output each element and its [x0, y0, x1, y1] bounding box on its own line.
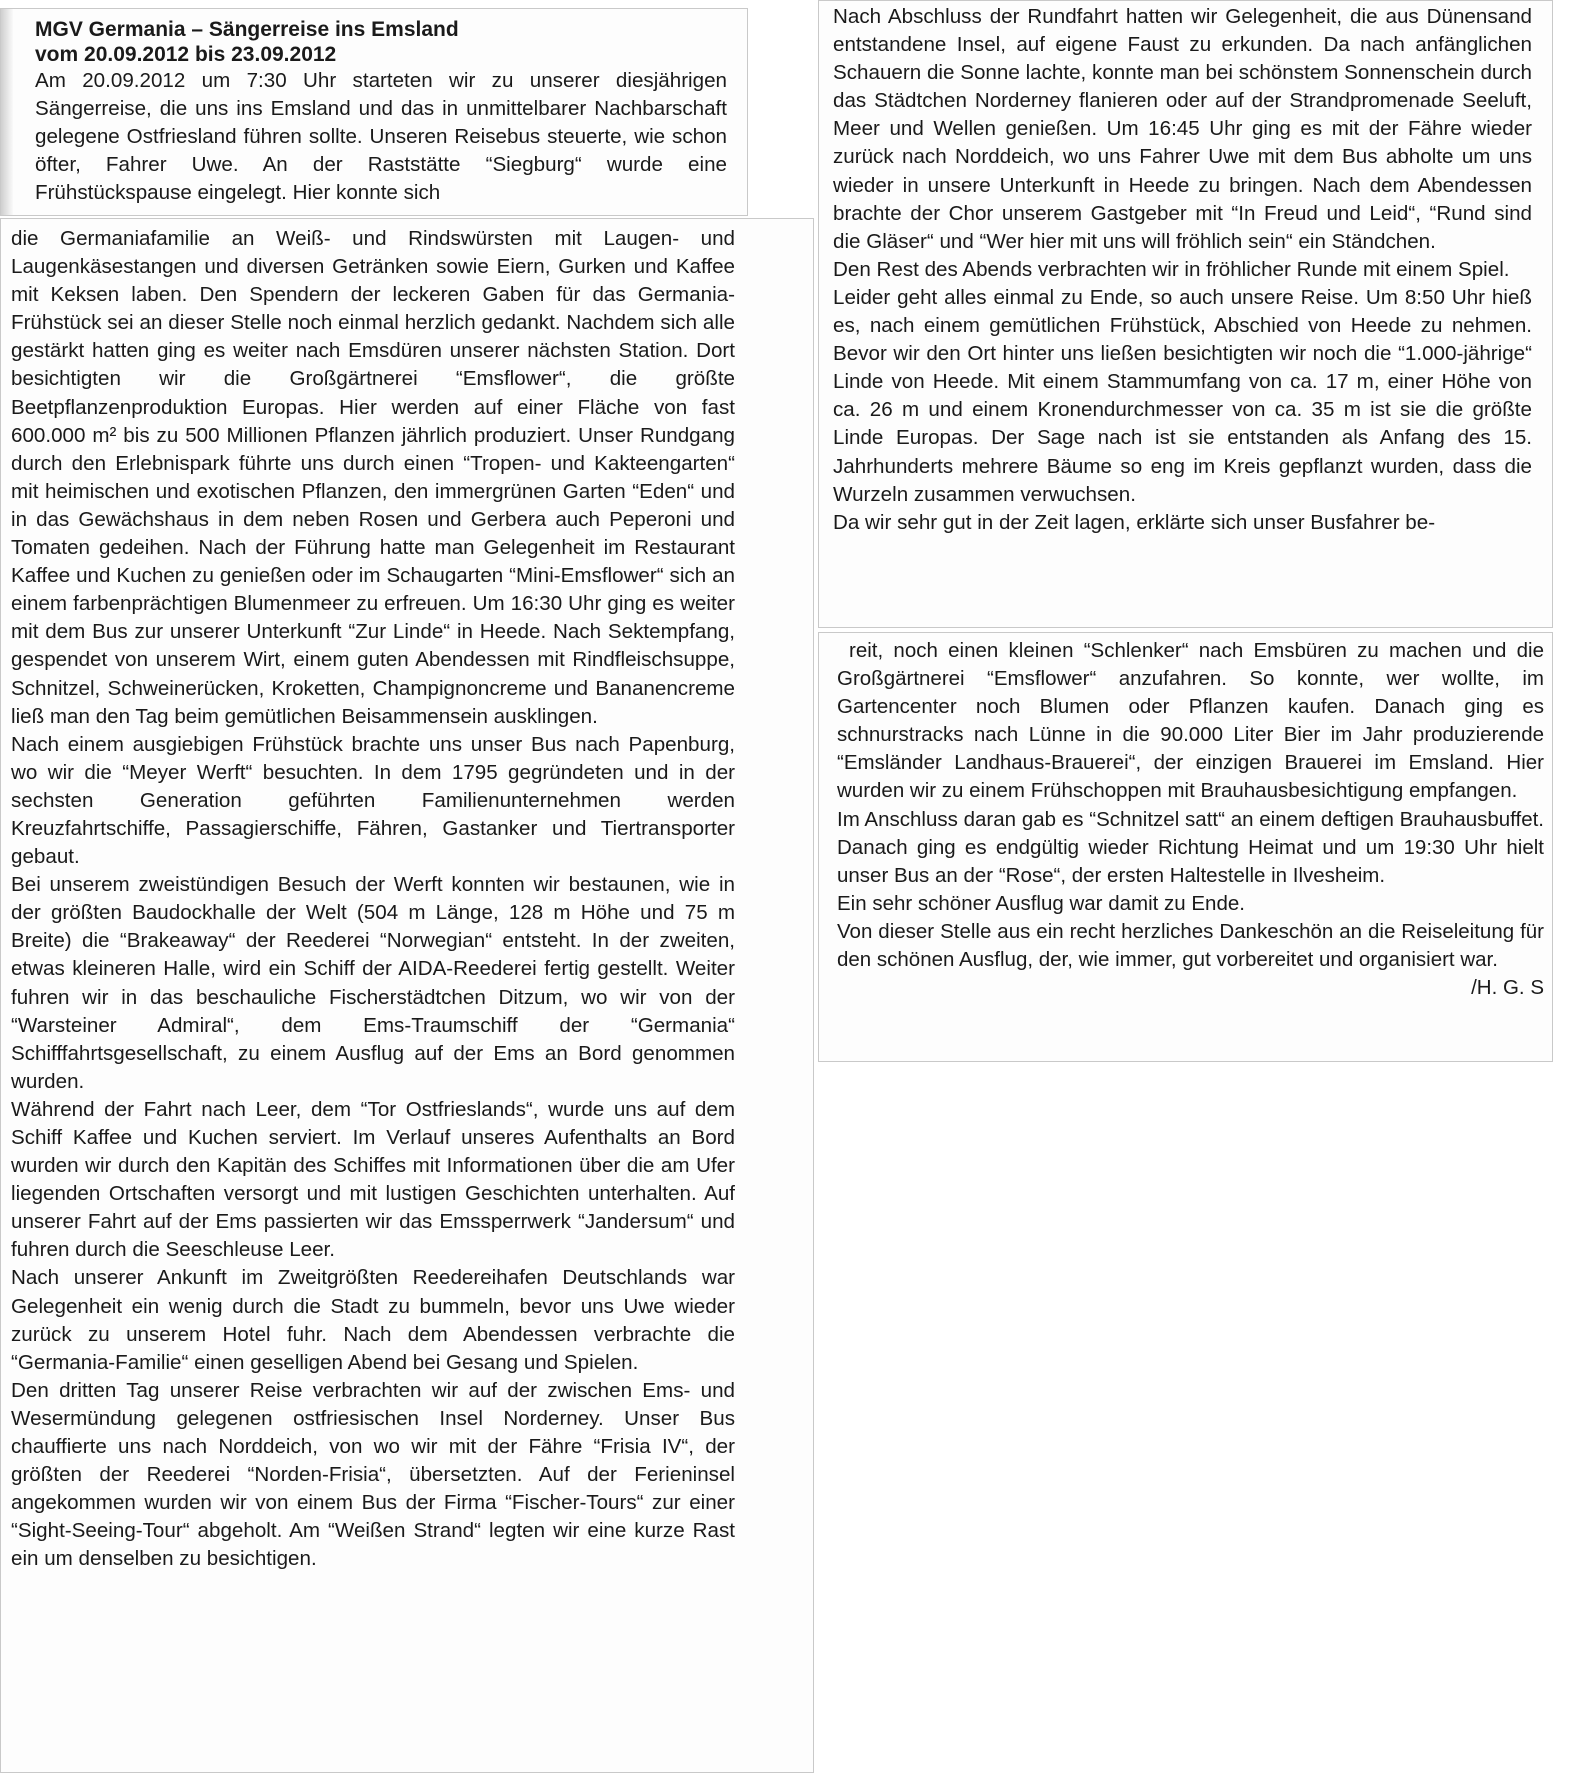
article-date-range: vom 20.09.2012 bis 23.09.2012 — [35, 43, 337, 66]
author-signature: /H. G. S — [1471, 976, 1544, 1000]
clip3-paragraph-2: Den Rest des Abends verbrachten wir in fröhlicher Runde mit einem Spiel. — [833, 257, 1510, 281]
clip2-paragraph-2: Nach einem ausgiebigen Frühstück brachte uns unser Bus nach Papenburg, wo wir die “Meyer Werft“ besuchten. In dem 1795 gegründeten und in der sechsten Generation geführten Familienunternehmen werden Kreuzfahrtschiffe, Passagierschiffe, Fähren, Gastanker und Tiertransporter gebaut. — [11, 732, 735, 869]
clip2-paragraph-4: Während der Fahrt nach Leer, dem “Tor Ostfrieslands“, wurde uns auf dem Schiff Kaffee und Kuchen serviert. Im Verlauf unseres Aufenthalts an Bord wurden wir durch den Kapitän des Schiffes mit Informationen über die am Ufer liegenden Ortschaften versorgt und mit lustigen Geschichten unterhalten. Auf unserer Fahrt auf der Ems passierten wir das Emssperrwerk “Jandersum“ und fuhren durch die Seeschleuse Leer. — [11, 1097, 735, 1262]
clip1-paragraph: Am 20.09.2012 um 7:30 Uhr starteten wir zu unserer diesjährigen Sängerreise, die uns ins Emsland und das in unmittelbarer Nachbarschaft gelegene Ostfriesland führen sollte. Unseren Reisebus steuerte, wie schon öfter, Fahrer Uwe. An der Raststätte “Siegburg“ wurde eine Frühstückspause eingelegt. Hier konnte sich — [35, 69, 727, 205]
clipping-2 — [0, 218, 814, 1773]
clip2-paragraph-5: Nach unserer Ankunft im Zweitgrößten Reedereihafen Deutschlands war Gelegenheit ein wenig durch die Stadt zu bummeln, bevor uns Uwe wieder zurück zu unserem Hotel fuhr. Nach dem Abendessen verbrachte die “Germania-Familie“ einen geselligen Abend bei Gesang und Spielen. — [11, 1266, 735, 1374]
clipping-3 — [818, 0, 1553, 628]
clip3-paragraph-4: Da wir sehr gut in der Zeit lagen, erklärte sich unser Busfahrer be- — [833, 510, 1436, 534]
clip4-paragraph-3: Ein sehr schöner Ausflug war damit zu Ende. — [837, 891, 1245, 915]
clip3-paragraph-3: Leider geht alles einmal zu Ende, so auch unsere Reise. Um 8:50 Uhr hieß es, nach einem gemütlichen Frühstück, Abschied von Heede zu nehmen. Bevor wir den Ort hinter uns ließen besichtigten wir noch die “1.000-jährige“ Linde von Heede. Mit einem Stammumfang von ca. 17 m, einer Höhe von ca. 26 m und einem Kronendurchmesser von ca. 35 m ist sie die größte Linde Europas. Der Sage nach ist sie entstanden als Anfang des 15. Jahrhunderts mehrere Bäume so eng im Kreis gepflanzt wurden, dass die Wurzeln zusammen verwuchsen. — [833, 285, 1532, 506]
clip4-paragraph-1: reit, noch einen kleinen “Schlenker“ nach Emsbüren zu machen und die Großgärtnerei “Emsflower“ anzufahren. So konnte, wer wollte, im Gartencenter noch Blumen oder Pflanzen kaufen. Danach ging es schnurstracks nach Lünne in die 90.000 Liter Bier im Jahr produzierende “Emsländer Landhaus-Brauerei“, der einzigen Brauerei im Emsland. Hier wurden wir zu einem Frühschoppen mit Brauhausbesichtigung empfangen. — [837, 639, 1544, 803]
article-title: MGV Germania – Sängerreise ins Emsland — [35, 18, 459, 41]
clip4-paragraph-4: Von dieser Stelle aus ein recht herzliches Dankeschön an die Reiseleitung für den schönen Ausflug, der, wie immer, gut vorbereitet und organisiert war. — [837, 919, 1544, 972]
clip2-paragraph-1: die Germaniafamilie an Weiß- und Rindswürsten mit Laugen- und Laugenkäsestangen und diversen Getränken sowie Eiern, Gurken und Kaffee mit Keksen laben. Den Spendern der leckeren Gaben für das Germania-Frühstück sei an dieser Stelle noch einmal herzlich gedankt. Nachdem sich alle gestärkt hatten ging es weiter nach Emsdüren unserer nächsten Station. Dort besichtigten wir die Großgärtnerei “Emsflower“, die größte Beetpflanzenproduktion Europas. Hier werden auf einer Fläche von fast 600.000 m² bis zu 500 Millionen Pflanzen jährlich produziert. Unser Rundgang durch den Erlebnispark führte uns durch einen “Tropen- und Kakteengarten“ mit heimischen und exotischen Pflanzen, den immergrünen Garten “Eden“ und in das Gewächshaus in dem neben Rosen und Gerbera auch Peperoni und Tomaten gedeihen. Nach der Führung hatte man Gelegenheit im Restaurant Kaffee und Kuchen zu genießen oder im Schaugarten “Mini-Emsflower“ sich an einem farbenprächtigen Blumenmeer zu erfreuen. Um 16:30 Uhr ging es weiter mit dem Bus zur unserer Unterkunft “Zur Linde“ in Heede. Nach Sektempfang, gespendet von unserem Wirt, einem guten Abendessen mit Rindfleischsuppe, Schnitzel, Schweinerücken, Kroketten, Champignoncreme und Bananencreme ließ man den Tag beim gemütlichen Beisammensein ausklingen. — [11, 227, 735, 728]
clip3-paragraph-1: Nach Abschluss der Rundfahrt hatten wir Gelegenheit, die aus Dünensand entstandene Insel, auf eigene Faust zu erkunden. Da nach anfänglichen Schauern die Sonne lachte, konnte man bei schönstem Sonnenschein durch das Städtchen Norderney flanieren oder auf der Strandpromenade Seeluft, Meer und Wellen genießen. Um 16:45 Uhr ging es mit der Fähre wieder zurück nach Norddeich, wo uns Fahrer Uwe mit dem Bus abholte um uns wieder in unsere Unterkunft in Heede zu bringen. Nach dem Abendessen brachte der Chor unserem Gastgeber mit “In Freud und Leid“, “Rund sind die Gläser“ und “Wer hier mit uns will fröhlich sein“ ein Ständchen. — [833, 5, 1532, 253]
clipping-4 — [818, 632, 1553, 1062]
clip2-paragraph-3: Bei unserem zweistündigen Besuch der Werft konnten wir bestaunen, wie in der größten Baudockhalle der Welt (504 m Länge, 128 m Höhe und 75 m Breite) die “Brakeaway“ der Reederei “Norwegian“ entsteht. In der zweiten, etwas kleineren Halle, wird ein Schiff der AIDA-Reederei fertig gestellt. Weiter fuhren wir in das beschauliche Fischerstädtchen Ditzum, wo wir von der “Warsteiner Admiral“, dem Ems-Traumschiff der “Germania“ Schifffahrtsgesellschaft, zu einem Ausflug auf der Ems an Bord genommen wurden. — [11, 873, 735, 1093]
scan-edge — [1, 9, 13, 215]
clip4-paragraph-2: Im Anschluss daran gab es “Schnitzel satt“ an einem deftigen Brauhausbuffet. Danach ging es endgültig wieder Richtung Heimat und um 19:30 Uhr hielt unser Bus an der “Rose“, der ersten Haltestelle in Ilvesheim. — [837, 807, 1544, 887]
clipping-1 — [0, 8, 748, 216]
clip2-paragraph-6: Den dritten Tag unserer Reise verbrachten wir auf der zwischen Ems- und Wesermündung gelegenen ostfriesischen Insel Norderney. Unser Bus chauffierte uns nach Norddeich, von wo wir mit der Fähre “Frisia IV“, der größten der Reederei “Norden-Frisia“, übersetzten. Auf der Ferieninsel angekommen wurden wir von einem Bus der Firma “Fischer-Tours“ zur einer “Sight-Seeing-Tour“ abgeholt. Am “Weißen Strand“ legten wir eine kurze Rast ein um denselben zu besichtigen. — [11, 1378, 735, 1571]
